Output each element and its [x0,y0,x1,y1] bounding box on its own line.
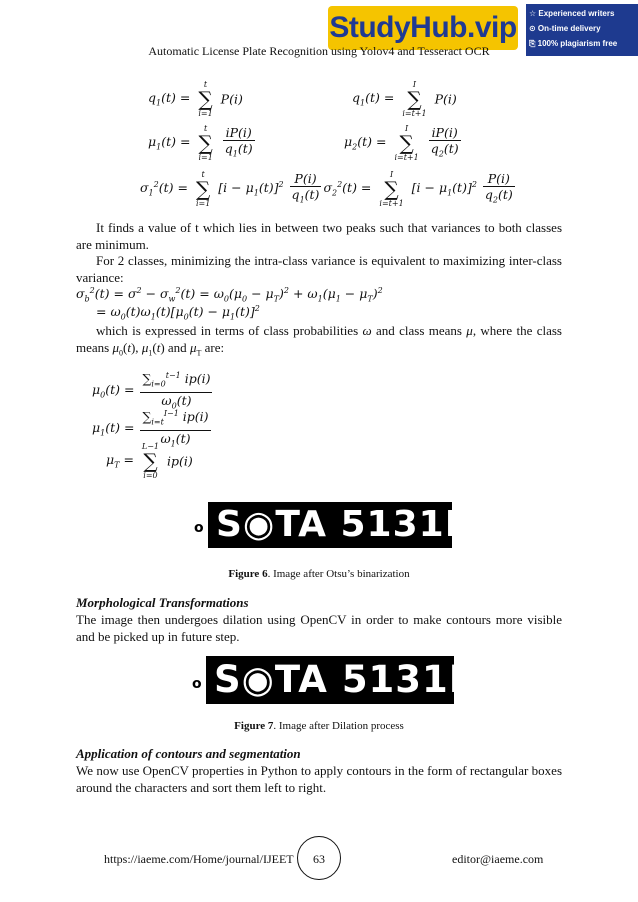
figure-7-image [182,654,476,706]
equation-mu1-mean: $\mu_1(t)$ = $\frac{\sum_{i=t}^{I-1} ip(i)}{\omega_1(t)}$ [92,406,213,451]
paragraph-interclass: For 2 classes, minimizing the intra-class variance is equivalent to maximizing inter-class variance: [76,253,562,285]
footer-email-link[interactable]: editor@iaeme.com [452,852,544,866]
equation-mu-total: $\mu_T$ = L−1 ∑ i=0 ip(i) [106,442,193,480]
paragraph-dilation: The image then undergoes dilation using OpenCV in order to make contours more visible and be picked up in future step. [76,612,562,644]
footer-journal-link[interactable]: https://iaeme.com/Home/journal/IJEET [104,852,294,866]
figure-6-caption: Figure 6. Image after Otsu’s binarization [228,568,410,580]
plate-prefix: o [194,520,205,536]
badge-plagiarism: ⎘ 100% plagiarism free [529,39,618,48]
running-head: Automatic License Plate Recognition using Yolov4 and Tesseract OCR [148,44,490,58]
paragraph-class-means: which is expressed in terms of class probabilities ω and class means μ, where the class means $\mu_0(t)$, $\mu_1(t)$ and $\mu_T$ are: [76,323,562,358]
equation-sigma: $\sigma_1^2(t)$ = t ∑ i=1 $[i - \mu_1(t)]^2$ $\frac{P(i)}{q_1(t)}$ $\sigma_2^2(t)$ = I ∑ i=t+1 $[i - \mu_1(t)]^2$ $\frac{P(i)}{q_2(t)}$ [140,170,513,208]
plate-characters: S◉TA 5131E [214,658,476,701]
heading-morphological: Morphological Transformations [76,595,249,610]
equation-variance-2: = $\omega_0(t)\omega_1(t)[\mu_0(t) - \mu_1(t)]^2$ [96,304,260,322]
figure-7-caption: Figure 7. Image after Dilation process [234,720,404,732]
plate-characters: S◉TA 5131E [216,504,471,545]
equation-q1-right: $q_1(t)$ = I ∑ i=t+1 P(i) [352,80,457,118]
heading-contours: Application of contours and segmentation [76,746,301,761]
paragraph-contours: We now use OpenCV properties in Python to apply contours in the form of rectangular boxes around the characters and sort them left to right. [76,763,562,795]
figure-6-image [182,500,471,550]
equation-mu2: $\mu_2(t)$ = I ∑ i=t+1 $\frac{iP(i)}{q_2(t)}$ [344,124,459,162]
equation-q1-left: $q_1(t)$ = t ∑ i=1 P(i) [148,80,243,118]
equation-mu1: $\mu_1(t)$ = t ∑ i=1 $\frac{iP(i)}{q_1(t)}$ [148,124,253,162]
studyhub-logo[interactable]: StudyHub.vip [328,6,518,50]
equation-mu0-mean: $\mu_0(t)$ = $\frac{\sum_{i=0}^{t-1} ip(i)}{\omega_0(t)}$ [92,368,214,413]
equation-variance-1: $\sigma_b^2(t) = \sigma^2 - \sigma_w^2(t) = \omega_0(\mu_0 - \mu_T)^2 + \omega_1(\mu_1 - \mu_T)^2$ [76,286,383,304]
paragraph-threshold: It finds a value of t which lies in between two peaks such that variances to both classes are minimum. [76,220,562,252]
badge-delivery: ⊙ On-time delivery [529,24,601,33]
page-number: 63 [297,836,341,880]
badge-writers: ☆ Experienced writers [529,9,615,18]
plate-prefix: o [192,676,203,692]
